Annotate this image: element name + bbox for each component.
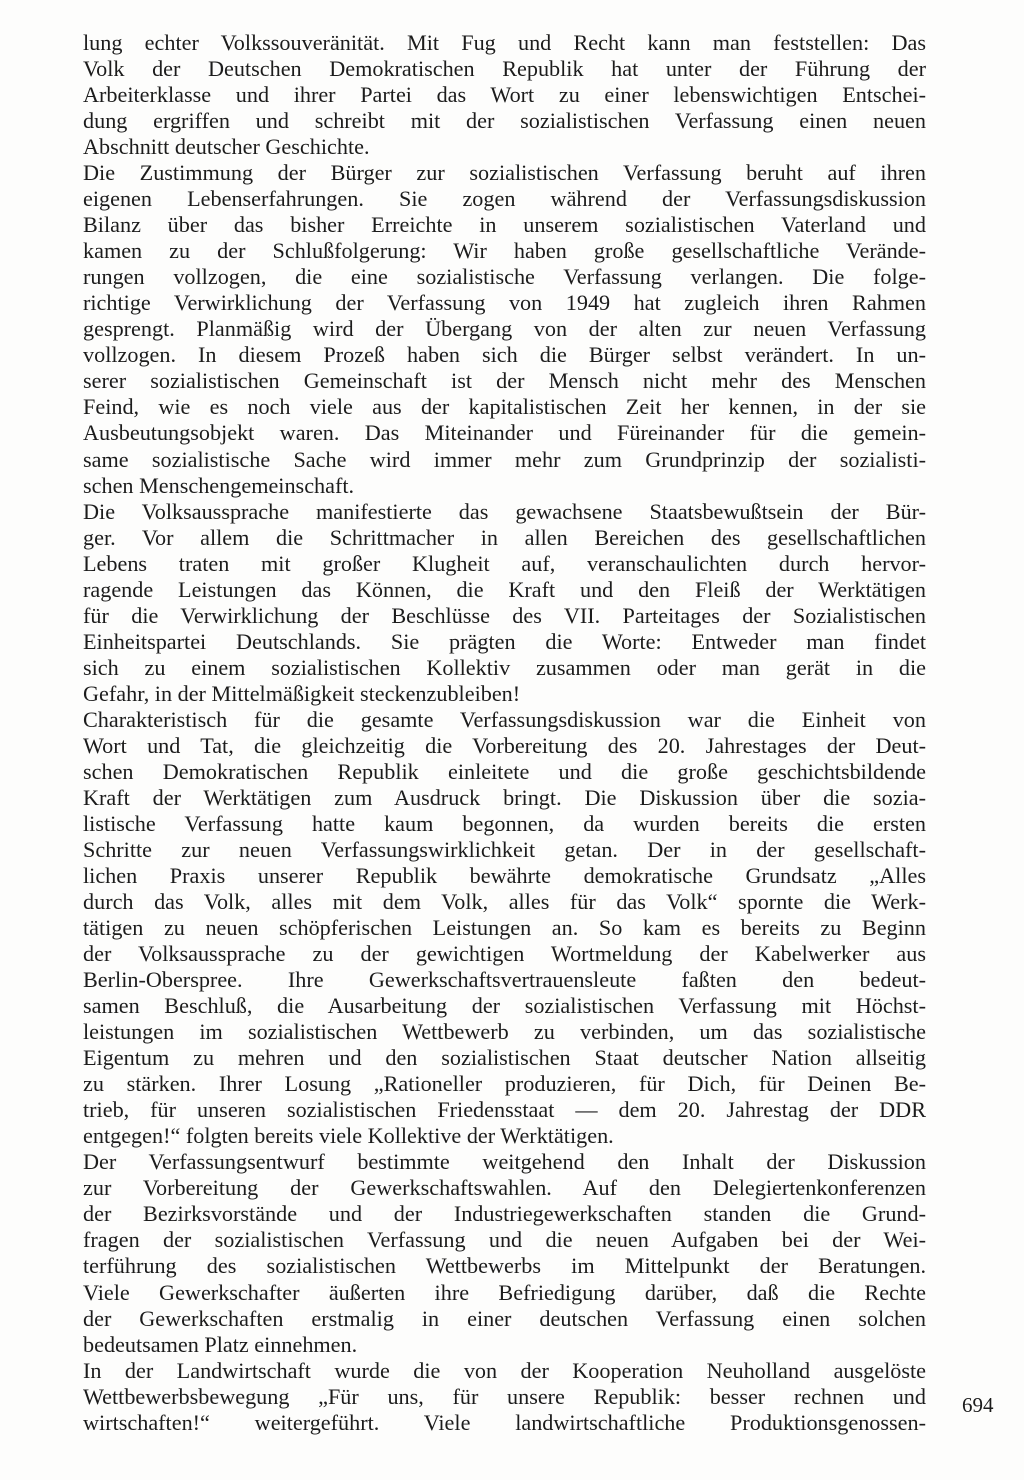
text-line: same sozialistische Sache wird immer mehr zum Grundprinzip der sozialisti- xyxy=(83,446,926,472)
text-line: Die Zustimmung der Bürger zur sozialistischen Verfassung beruht auf ihren xyxy=(83,160,926,186)
text-line: Lebens traten mit großer Klugheit auf, veranschaulichten durch hervor- xyxy=(83,550,926,576)
text-line: der Bezirksvorstände und der Industriegewerkschaften standen die Grund- xyxy=(83,1201,926,1227)
text-line: lung echter Volkssouveränität. Mit Fug und Recht kann man feststellen: Das xyxy=(83,30,926,55)
text-line: trieb, für unseren sozialistischen Friedensstaat — dem 20. Jahrestag der DDR xyxy=(83,1097,926,1123)
text-line: ragende Leistungen das Können, die Kraft und den Fleiß der Werktätigen xyxy=(83,576,926,602)
text-line: fragen der sozialistischen Verfassung und die neuen Aufgaben bei der Wei- xyxy=(83,1227,926,1253)
text-line: Berlin-Oberspree. Ihre Gewerkschaftsvertrauensleute faßten den bedeut- xyxy=(83,967,926,993)
page-number: 694 xyxy=(962,1393,994,1417)
text-line: ger. Vor allem die Schrittmacher in allen Bereichen des gesellschaftlichen xyxy=(83,524,926,550)
text-line: schen Menschengemeinschaft. xyxy=(83,472,355,498)
text-line: rungen vollzogen, die eine sozialistische Verfassung verlangen. Die folge- xyxy=(83,264,926,290)
paragraph xyxy=(83,160,926,498)
text-line: eigenen Lebenserfahrungen. Sie zogen während der Verfassungsdiskussion xyxy=(83,186,926,212)
text-line: Bilanz über das bisher Erreichte in unserem sozialistischen Vaterland und xyxy=(83,212,926,238)
text-line: zur Vorbereitung der Gewerkschaftswahlen. Auf den Delegiertenkonferenzen xyxy=(83,1175,926,1201)
text-line: für die Verwirklichung der Beschlüsse des VII. Parteitages der Sozialistischen xyxy=(83,602,926,628)
text-line: bedeutsamen Platz einnehmen. xyxy=(83,1331,358,1357)
text-line: zu stärken. Ihrer Losung „Rationeller produzieren, für Dich, für Deinen Be- xyxy=(83,1071,926,1097)
paragraph xyxy=(83,1149,926,1357)
text-line: vollzogen. In diesem Prozeß haben sich die Bürger selbst verändert. In un- xyxy=(83,342,926,368)
text-line: Viele Gewerkschafter äußerten ihre Befriedigung darüber, daß die Rechte xyxy=(83,1279,926,1305)
paragraph xyxy=(83,707,926,1150)
text-line: samen Beschluß, die Ausarbeitung der sozialistischen Verfassung mit Höchst- xyxy=(83,993,926,1019)
text-line: Schritte zur neuen Verfassungswirklichkeit getan. Der in der gesellschaft- xyxy=(83,836,926,862)
text-line: leistungen im sozialistischen Wettbewerb zu verbinden, um das sozialistische xyxy=(83,1019,926,1045)
text-line: Gefahr, in der Mittelmäßigkeit steckenzubleiben! xyxy=(83,680,521,706)
text-line: Eigentum zu mehren und den sozialistischen Staat deutscher Nation allseitig xyxy=(83,1045,926,1071)
text-line: dung ergriffen und schreibt mit der sozialistischen Verfassung einen neuen xyxy=(83,108,926,134)
text-line: Die Volksaussprache manifestierte das gewachsene Staatsbewußtsein der Bür- xyxy=(83,498,926,524)
paragraph xyxy=(83,30,926,160)
text-line: terführung des sozialistischen Wettbewerbs im Mittelpunkt der Beratungen. xyxy=(83,1253,926,1279)
text-line: In der Landwirtschaft wurde die von der Kooperation Neuholland ausgelöste xyxy=(83,1357,926,1383)
text-line: durch das Volk, alles mit dem Volk, alles für das Volk“ spornte die Werk- xyxy=(83,889,926,915)
text-line: entgegen!“ folgten bereits viele Kollektive der Werktätigen. xyxy=(83,1123,614,1149)
text-line: lichen Praxis unserer Republik bewährte demokratische Grundsatz „Alles xyxy=(83,863,926,888)
text-line: sich zu einem sozialistischen Kollektiv zusammen oder man gerät in die xyxy=(83,654,926,680)
text-line: Kraft der Werktätigen zum Ausdruck bringt. Die Diskussion über die sozia- xyxy=(83,784,926,810)
text-line: Wettbewerbsbewegung „Für uns, für unsere Republik: besser rechnen und xyxy=(83,1383,926,1409)
text-line: gesprengt. Planmäßig wird der Übergang von der alten zur neuen Verfassung xyxy=(83,316,926,342)
text-line: listische Verfassung hatte kaum begonnen, da wurden bereits die ersten xyxy=(83,810,926,836)
paragraph xyxy=(83,1358,926,1436)
text-line: der Gewerkschaften erstmalig in einer deutschen Verfassung einen solchen xyxy=(83,1305,926,1331)
text-line: Arbeiterklasse und ihrer Partei das Wort zu einer lebenswichtigen Entschei- xyxy=(83,82,926,108)
text-line: Der Verfassungsentwurf bestimmte weitgehend den Inhalt der Diskussion xyxy=(83,1149,926,1175)
text-line: wirtschaften!“ weitergeführt. Viele landwirtschaftliche Produktionsgenossen- xyxy=(83,1409,926,1435)
text-line: Ausbeutungsobjekt waren. Das Miteinander und Füreinander für die gemein- xyxy=(83,420,926,446)
text-line: serer sozialistischen Gemeinschaft ist der Mensch nicht mehr des Menschen xyxy=(83,368,926,394)
text-line: schen Demokratischen Republik einleitete und die große geschichtsbildende xyxy=(83,758,926,784)
text-line: kamen zu der Schlußfolgerung: Wir haben große gesellschaftliche Verände- xyxy=(83,238,926,264)
text-line: Charakteristisch für die gesamte Verfassungsdiskussion war die Einheit von xyxy=(83,706,926,732)
text-line: der Volksaussprache zu der gewichtigen Wortmeldung der Kabelwerker aus xyxy=(83,941,926,967)
body-text xyxy=(83,30,926,1436)
text-line: Abschnitt deutscher Geschichte. xyxy=(83,134,370,160)
paragraph xyxy=(83,499,926,707)
text-line: Wort und Tat, die gleichzeitig die Vorbereitung des 20. Jahrestages der Deut- xyxy=(83,732,926,758)
text-line: Einheitspartei Deutschlands. Sie prägten die Worte: Entweder man findet xyxy=(83,628,926,654)
text-line: Feind, wie es noch viele aus der kapitalistischen Zeit her kennen, in der sie xyxy=(83,394,926,420)
text-line: Volk der Deutschen Demokratischen Republik hat unter der Führung der xyxy=(83,56,926,82)
text-line: tätigen zu neuen schöpferischen Leistungen an. So kam es bereits zu Beginn xyxy=(83,915,926,941)
text-line: richtige Verwirklichung der Verfassung von 1949 hat zugleich ihren Rahmen xyxy=(83,290,926,316)
